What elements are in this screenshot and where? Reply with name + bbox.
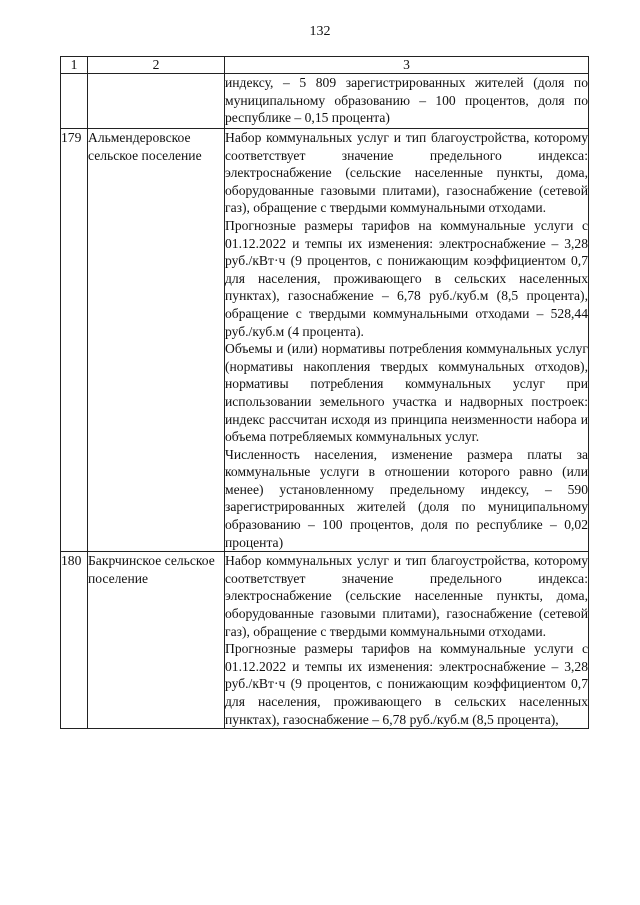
column-header-number: 1 (61, 57, 88, 74)
row-number-cell: 180 (61, 552, 88, 729)
page-number: 132 (309, 24, 331, 39)
description-paragraph: Набор коммунальных услуг и тип благоустройства, которому соответствует значение предельного индекса: электроснабжение (сельские населенные пункты, дома, оборудованные газовыми плитами), газоснабжение (сетевой газ), обращение с твердыми коммунальными отходами. (225, 553, 588, 639)
description-paragraph: Прогнозные размеры тарифов на коммунальные услуги с 01.12.2022 и темпы их изменения: электроснабжение – 3,28 руб./кВт·ч (9 процентов, с понижающим коэффициентом 0,7 для населения, проживающего в сельских населенных пунктах), газоснабжение – 6,78 руб./куб.м (8,5 процента), (225, 641, 588, 727)
tariff-table (60, 56, 589, 729)
row-number-cell: 179 (61, 129, 88, 552)
row-description-cell (225, 129, 589, 552)
column-header-name: 2 (88, 57, 225, 74)
description-paragraph: Прогнозные размеры тарифов на коммунальные услуги с 01.12.2022 и темпы их изменения: электроснабжение – 3,28 руб./кВт·ч (9 процентов, с понижающим коэффициентом 0,7 для населения, проживающего в сельских населенных пунктах), газоснабжение – 6,78 руб./куб.м (8,5 процента), обращение с твердыми коммунальными отходами – 528,44 руб./куб.м (4 процента). (225, 217, 588, 339)
description-paragraph: Набор коммунальных услуг и тип благоустройства, которому соответствует значение предельного индекса: электроснабжение (сельские населенные пункты, дома, оборудованные газовыми плитами), газоснабжение (сетевой газ), обращение с твердыми коммунальными отходами. (225, 130, 588, 216)
description-paragraph: Объемы и (или) нормативы потребления коммунальных услуг (нормативы накопления твердых коммунальных отходов), нормативы потребления коммунальных услуг при использовании земельного участка и надворных построек: индекс рассчитан исходя из принципа неизменности набора и объема потребляемых коммунальных услуг. (225, 341, 588, 445)
column-header-description: 3 (225, 57, 589, 74)
table-row-continuation (61, 74, 589, 129)
row-description-cell (225, 552, 589, 729)
row-name-cell: Альмендеровское сельское поселение (88, 129, 225, 552)
description-paragraph: индексу, – 5 809 зарегистрированных жителей (доля по муниципальному образованию – 100 процентов, доля по республике – 0,15 процента) (225, 75, 588, 126)
table-row-179 (61, 129, 589, 552)
row-name-cell (88, 74, 225, 129)
row-name-cell: Бакрчинское сельское поселение (88, 552, 225, 729)
table-header-row (61, 57, 589, 74)
description-paragraph: Численность населения, изменение размера платы за коммунальные услуги в отношении которого равно (или менее) установленному предельному индексу, – 590 зарегистрированных жителей (доля по муниципальному образованию – 100 процентов, доля по республике – 0,02 процента) (225, 446, 588, 550)
row-number-cell (61, 74, 88, 129)
row-description-cell (225, 74, 589, 129)
table-row-180 (61, 552, 589, 729)
